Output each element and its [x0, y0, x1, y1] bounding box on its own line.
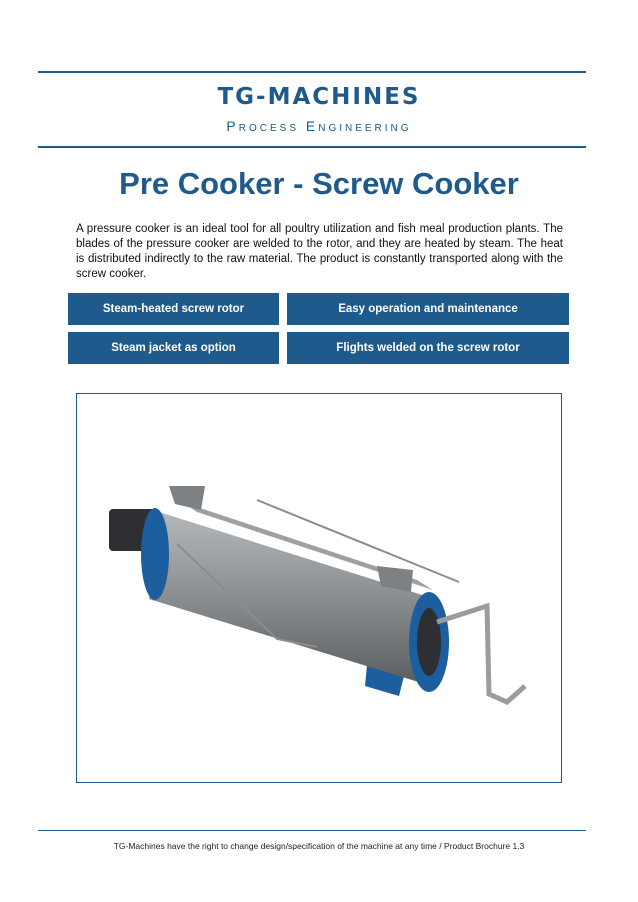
inlet-hopper [169, 486, 205, 510]
top-rule [38, 71, 586, 73]
cooker-drum-body [149, 512, 435, 684]
description-paragraph: A pressure cooker is an ideal tool for all poultry utilization and fish meal production plants. The blades of the pressure cooker are welded to the rotor, and they are heated by steam. The heat is distributed indirectly to the raw material. The product is constantly transported along with the screw cooker. [76, 223, 563, 280]
page-title: Pre Cooker - Screw Cooker [119, 166, 519, 201]
feature-badge-2: Easy operation and maintenance [287, 293, 569, 325]
feature-badge-1: Steam-heated screw rotor [68, 293, 279, 325]
steam-pipe [437, 606, 525, 702]
drum-front-cap [417, 608, 441, 676]
feature-badge-4: Flights welded on the screw rotor [287, 332, 569, 364]
screw-cooker-illustration [77, 394, 561, 782]
footer-note: TG-Machines have the right to change design/specification of the machine at any time / Product Brochure 1.3 [113, 841, 525, 851]
brand-logo-text: TG-MACHINES [217, 84, 421, 110]
drum-end-flange [141, 508, 169, 600]
footer-rule [38, 830, 586, 831]
product-image-frame [76, 393, 562, 783]
feature-badge-3: Steam jacket as option [68, 332, 279, 364]
header-bottom-rule [38, 146, 586, 148]
brand-subtitle: Process Engineering [226, 118, 412, 134]
